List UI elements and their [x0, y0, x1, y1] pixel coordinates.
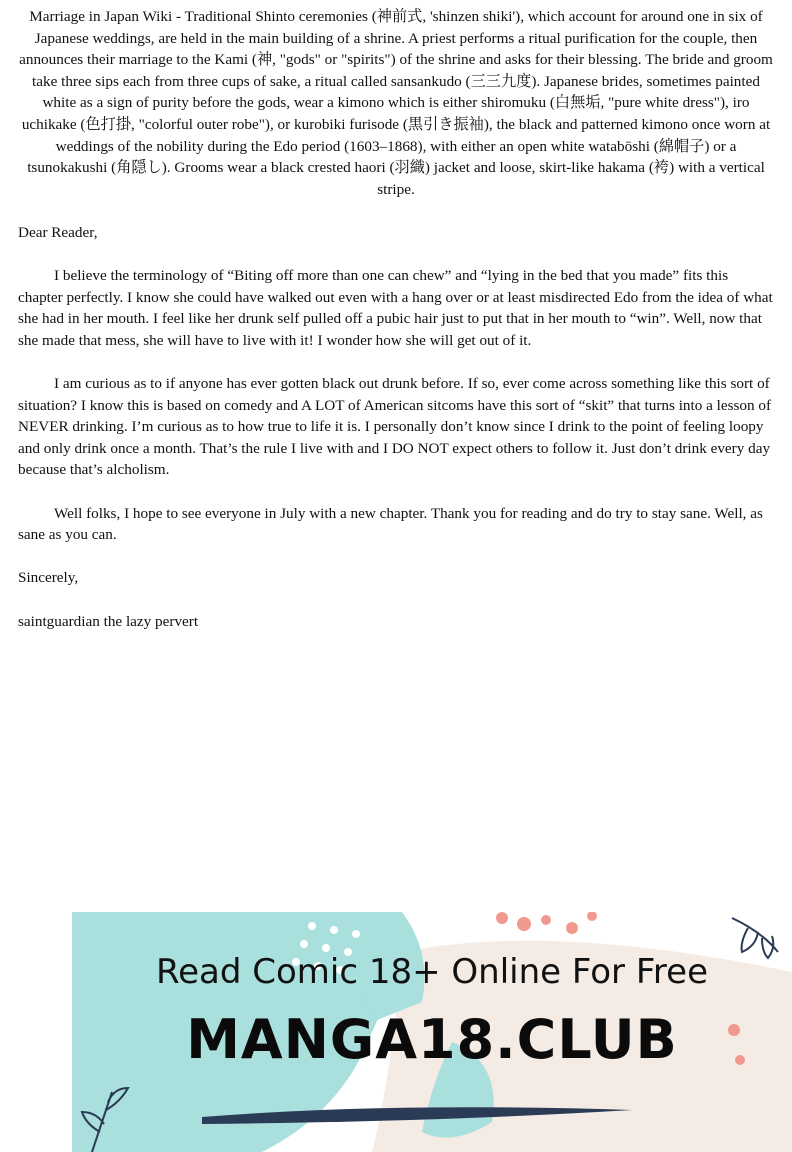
letter-paragraph-2: I am curious as to if anyone has ever gotten black out drunk before. If so, ever come across something like this sort of situation? I know this is based on comedy and A LOT of American sitcoms have this sort of “skit” that turns into a lesson of NEVER drinking. I’m curious as to how true to life it is. I personally don’t know since I drink to the point of feeling loopy and only drink once a month. That’s the rule I live with and I DO NOT expect others to follow it. Just don’t drink every day because that’s alcholism. [18, 375, 772, 479]
closing: Sincerely, [18, 569, 79, 587]
letter-paragraph-1: I believe the terminology of “Biting off more than one can chew” and “lying in the bed that you made” fits this chapter perfectly. I know she could have walked out even with a hang over or at least misdirected Edo from the idea of what she had in her mouth. I feel like her drunk self pulled off a pubic hair just to put that in her mouth to “win”. Well, now that she made that mess, she will have to live with it! I wonder how she will get out of it. [18, 267, 773, 349]
intro-paragraph: Marriage in Japan Wiki - Traditional Shinto ceremonies (神前式, 'shinzen shiki'), which account for around one in six of Japanese weddings, are held in the main building of a shrine. A priest performs a ritual purification for the couple, then announces their marriage to the Kami (神, "gods" or "spirits") of the shrine and asks for their blessing. The bride and groom take three sips each from three cups of sake, a ritual called sansankudo (三三九度). Japanese brides, sometimes painted white as a sign of purity before the gods, wear a kimono which is either shiromuku (白無垢, "pure white dress"), iro uchikake (色打掛, "colorful outer robe"), or kurobiki furisode (黒引き振袖), the black and patterned kimono once worn at weddings of the nobility during the Edo period (1603–1868), with either an open white watabōshi (綿帽子) or a tsunokakushi (角隠し). Grooms wear a black crested haori (羽織) jacket and loose, skirt-like hakama (袴) with a vertical stripe. [19, 8, 773, 198]
signature: saintguardian the lazy pervert [18, 612, 199, 630]
greeting: Dear Reader, [18, 223, 98, 241]
banner-tagline: Read Comic 18+ Online For Free [156, 952, 708, 992]
letter-paragraph-3: Well folks, I hope to see everyone in July with a new chapter. Thank you for reading and do try to stay sane. Well, as sane as you can. [18, 504, 763, 544]
letter-document [18, 6, 774, 632]
promo-banner[interactable] [72, 912, 792, 1152]
banner-site-name[interactable]: MANGA18.CLUB [186, 1008, 678, 1071]
